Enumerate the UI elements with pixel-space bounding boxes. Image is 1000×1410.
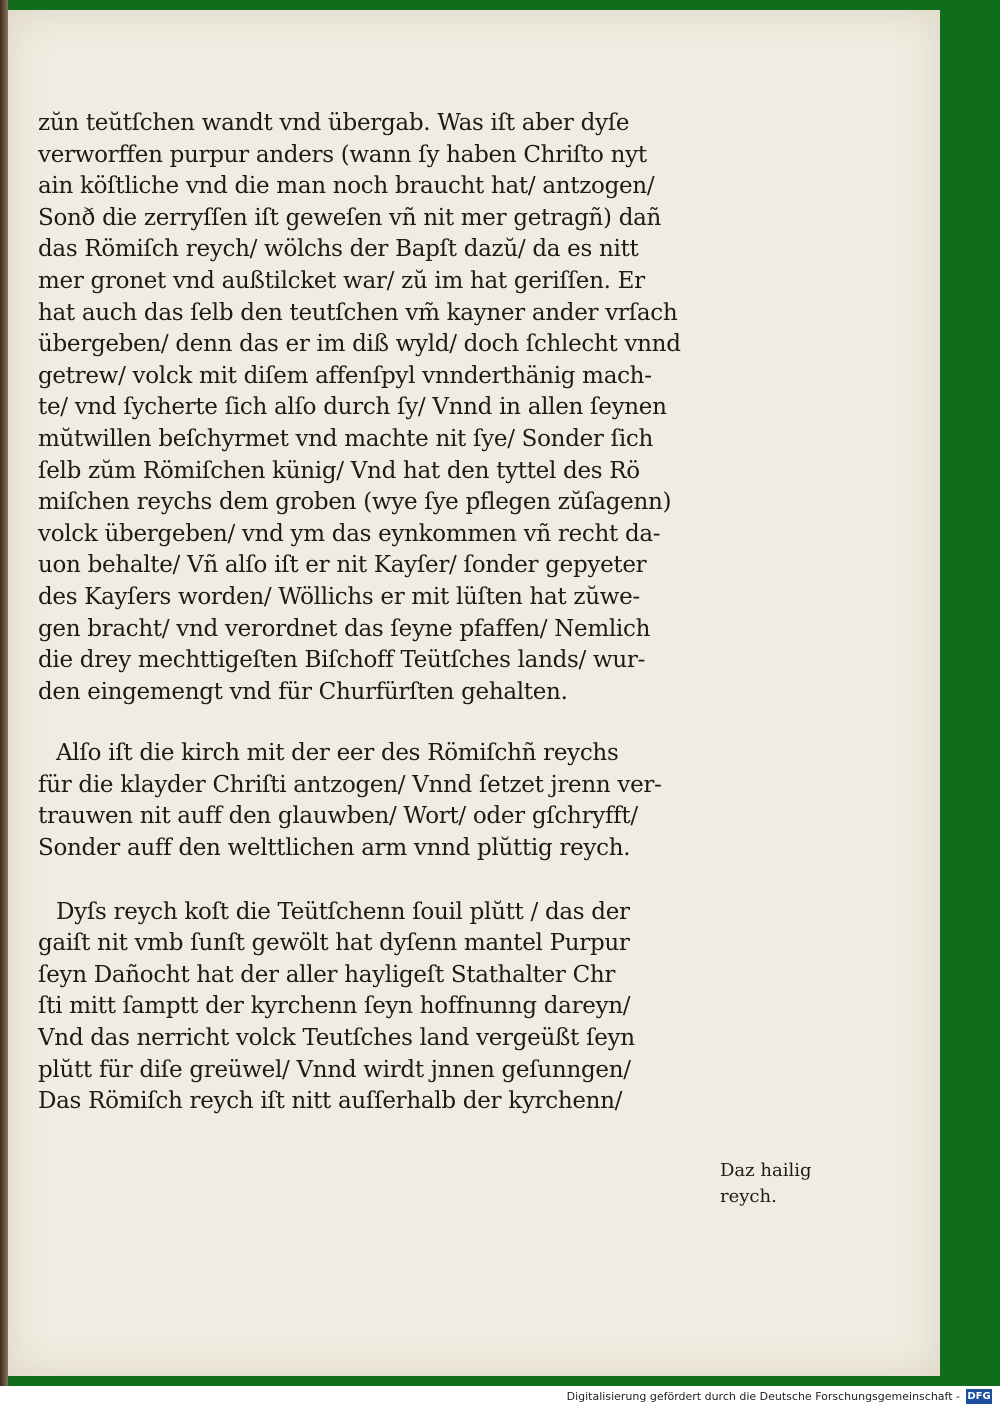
text-line: mer gronet vnd außtilcket war/ zŭ im hat geriſſen. Er [38,267,645,294]
text-line: Das Römiſch reych iſt nitt auſſerhalb der kyrchenn/ [38,1088,623,1115]
paragraph-3 [38,897,758,1118]
footer-bar [0,1386,1000,1410]
dfg-logo: DFG [967,1391,991,1402]
text-line: zŭn teŭtſchen wandt vnd übergab. Was iſt aber dyſe [38,110,630,136]
text-line: den eingemengt vnd für Churfürſten gehalten. [38,678,568,705]
text-line: ſelb zŭm Römiſchen künig/ Vnd hat den tyttel des Rö [38,457,640,484]
text-line: des Kayſers worden/ Wöllichs er mit lüſten hat zŭwe- [38,583,640,610]
text-line: volck übergeben/ vnd ym das eynkommen vñ recht da- [38,520,661,547]
text-line: uon behalte/ Vñ alſo iſt er nit Kayſer/ ſonder gepyeter [38,552,647,579]
text-line: hat auch das ſelb den teutſchen vm̃ kayner ander vrſach [38,299,678,326]
text-line: ſeyn Dañocht hat der aller hayligeſt Stathalter Chr [38,961,616,988]
text-line: ain köſtliche vnd die man noch braucht hat/ antzogen/ [38,173,655,200]
text-line: übergeben/ denn das er im diß wyld/ doch ſchlecht vnnd [38,331,681,358]
paragraph-2 [38,738,758,864]
page-text [38,108,758,1118]
text-line: trauwen nit auff den glauwben/ Wort/ oder gſchryfft/ [38,803,638,830]
paragraph-1 [38,108,758,708]
text-line: Dyſs reych koſt die Teütſchenn ſouil plŭtt / das der [56,898,630,925]
text-line: ſti mitt ſamptt der kyrchenn ſeyn hoffnunng dareyn/ [38,993,631,1020]
book-page [8,10,940,1376]
text-line: gen bracht/ vnd verordnet das ſeyne pfaffen/ Nemlich [38,615,651,642]
book-spine-edge [0,0,8,1386]
marginal-note-line: reych. [720,1186,777,1207]
text-line: das Römiſch reych/ wölchs der Bapſt dazŭ/ da es nitt [38,236,639,263]
text-line: Vnd das nerricht volck Teutſches land vergeüßt ſeyn [38,1025,635,1052]
text-line: gaiſt nit vmb ſunſt gewölt hat dyſenn mantel Purpur [38,930,630,957]
text-line: getrew/ volck mit diſem affenſpyl vnnderthänig mach- [38,362,652,389]
text-line: te/ vnd ſycherte ſich alſo durch ſy/ Vnnd in allen ſeynen [38,394,667,421]
text-line: miſchen reychs dem groben (wye ſye pflegen zŭſagenn) [38,489,672,516]
funding-credit: Digitalisierung gefördert durch die Deutsche Forschungsgemeinschaft - [566,1390,960,1403]
paragraph-gap [38,865,758,897]
marginal-note [720,1158,840,1210]
text-line: die drey mechttigeſten Biſchoff Teütſches lands/ wur- [38,647,646,674]
text-line: Alſo iſt die kirch mit der eer des Römiſchñ reychs [56,740,619,767]
text-line: mŭtwillen beſchyrmet vnd machte nit ſye/ Sonder ſich [38,425,654,452]
text-line: verworffen purpur anders (wann ſy haben Chriſto nyt [38,141,647,168]
paragraph-gap [38,708,758,738]
text-line: plŭtt für diſe greüwel/ Vnnd wirdt jnnen geſunngen/ [38,1056,631,1083]
text-line: Sonð die zerryſſen iſt geweſen vñ nit mer getragñ) dañ [38,204,662,231]
text-line: Sonder auff den welttlichen arm vnnd plŭttig reych. [38,835,631,862]
text-line: für die klayder Chriſti antzogen/ Vnnd ſetzet jrenn ver- [38,771,662,798]
marginal-note-line: Daz hailig [720,1160,812,1181]
